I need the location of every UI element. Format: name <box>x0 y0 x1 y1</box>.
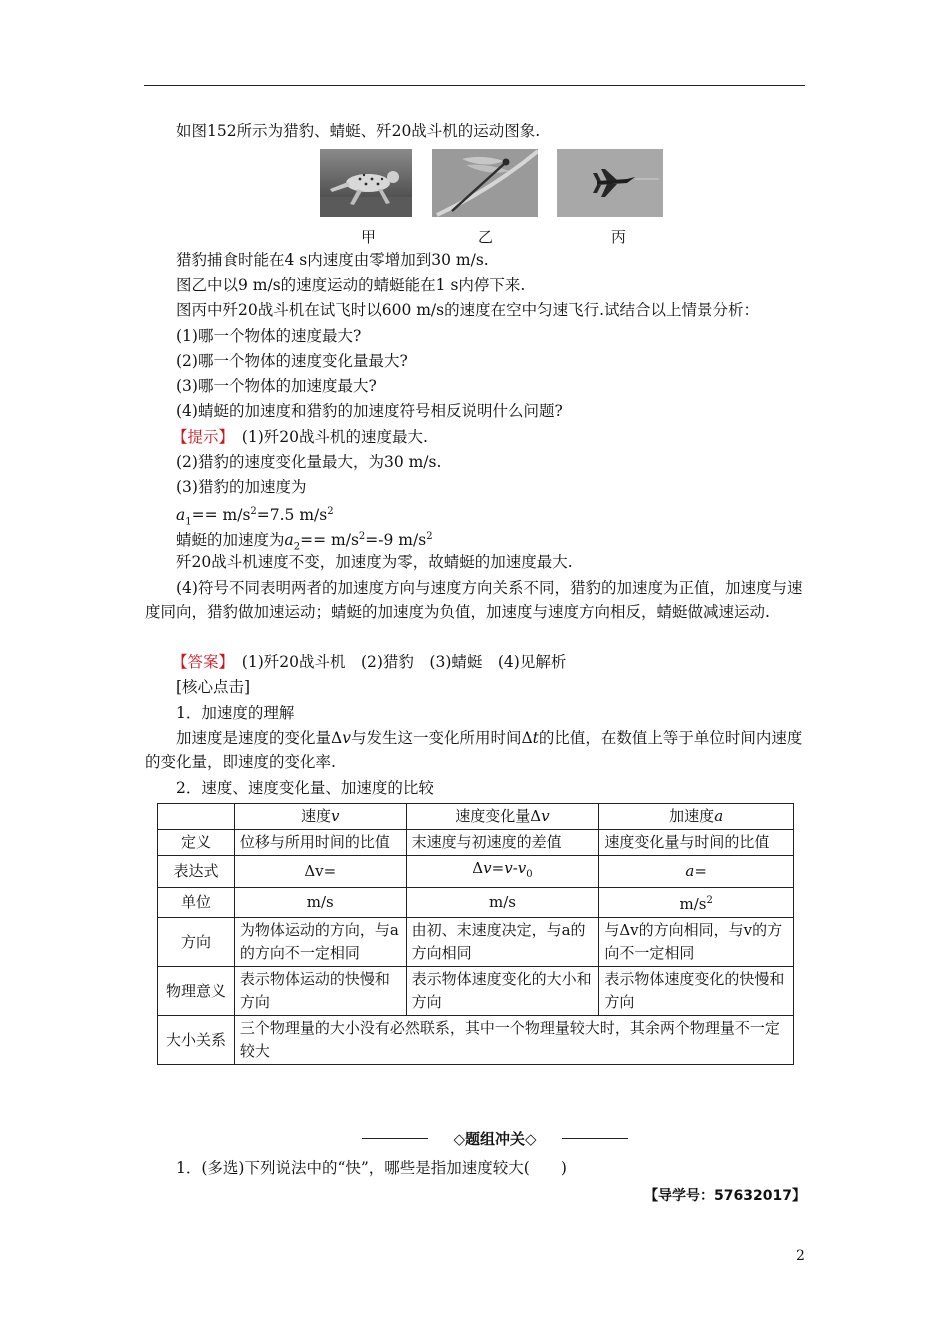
scenario-line: 图丙中歼20战斗机在试飞时以600 m/s的速度在空中匀速飞行.试结合以上情景分析： <box>176 301 760 319</box>
scenario-line: 图乙中以9 m/s的速度运动的蜻蜓能在1 s内停下来. <box>176 276 526 294</box>
table-cell: m/s <box>234 888 406 918</box>
header-rule <box>144 85 805 86</box>
formula-a2: 蜻蜓的加速度为$a_2== m/s^2=-9$ $m/s^2$ <box>176 531 433 553</box>
table-row <box>158 856 794 888</box>
hint-tag: 【提示】 <box>172 428 227 446</box>
figure-row <box>320 149 663 219</box>
core-item2-title: 2．速度、速度变化量、加速度的比较 <box>176 779 434 797</box>
row-label: 单位 <box>158 888 235 918</box>
answer-text: (1)歼20战斗机 (2)猎豹 (3)蜻蜓 (4)见解析 <box>241 653 567 671</box>
table-corner <box>158 804 235 830</box>
hint-line: (3)猎豹的加速度为 <box>176 478 307 496</box>
figure-label-b: 乙 <box>478 228 494 246</box>
section-divider <box>362 1129 628 1149</box>
table-cell: 由初、末速度决定，与a的方向相同 <box>406 918 599 967</box>
question-1: 1．(多选)下列说法中的“快”，哪些是指加速度较大( ) <box>176 1159 567 1177</box>
core-header: [核心点击] <box>176 678 251 696</box>
comparison-table <box>157 803 794 1065</box>
table-cell: 位移与所用时间的比值 <box>234 830 406 856</box>
question-line: (4)蜻蜓的加速度和猎豹的加速度符号相反说明什么问题? <box>176 402 563 420</box>
dragonfly-photo <box>432 149 538 217</box>
divider-rule <box>362 1138 428 1139</box>
table-cell: Δv= <box>234 856 406 888</box>
row-label: 表达式 <box>158 856 235 888</box>
header-acceleration: 加速度a <box>599 804 794 830</box>
table-cell: $m/s^2$ <box>599 888 794 918</box>
header-delta-velocity: 速度变化量Δv <box>406 804 599 830</box>
divider-rule <box>562 1138 628 1139</box>
table-cell: 表示物体运动的快慢和方向 <box>234 967 406 1016</box>
header-velocity: 速度v <box>234 804 406 830</box>
table-cell: 三个物理量的大小没有必然联系，其中一个物理量较大时，其余两个物理量不一定较大 <box>234 1016 793 1065</box>
core-item1-text: 加速度是速度的变化量Δv与发生这一变化所用时间Δt的比值，在数值上等于单位时间内速度的变化量，即速度的变化率. <box>145 729 803 771</box>
figure-label-c: 丙 <box>611 228 627 246</box>
page-number: 2 <box>796 1248 805 1264</box>
formula-a1: $a_1== m/s^2=7.5$ $m/s^2$ <box>176 506 334 528</box>
row-label: 定义 <box>158 830 235 856</box>
answer-tag: 【答案】 <box>172 653 227 671</box>
figure-label-a: 甲 <box>361 228 377 246</box>
table-row <box>158 830 794 856</box>
hint-line <box>172 427 428 447</box>
table-cell: 末速度与初速度的差值 <box>406 830 599 856</box>
question-line: (2)哪一个物体的速度变化量最大? <box>176 352 408 370</box>
fighter-jet-photo <box>557 149 663 217</box>
hint-text: (1)歼20战斗机的速度最大. <box>241 428 428 446</box>
table-row <box>158 804 794 830</box>
row-label: 方向 <box>158 918 235 967</box>
answer-line <box>172 652 566 672</box>
guide-number: 【导学号：57632017】 <box>644 1188 806 1204</box>
cheetah-photo <box>320 149 426 217</box>
hint-line: (2)猎豹的速度变化量最大，为30 m/s. <box>176 453 442 471</box>
table-cell: 表示物体速度变化的大小和方向 <box>406 967 599 1016</box>
table-cell: 与Δv的方向相同，与v的方向不一定相同 <box>599 918 794 967</box>
table-cell: $\Delta v=v-v_0$ <box>406 856 599 888</box>
table-row <box>158 918 794 967</box>
intro-text: 如图152所示为猎豹、蜻蜓、歼20战斗机的运动图象. <box>176 122 541 140</box>
question-line: (1)哪一个物体的速度最大? <box>176 327 362 345</box>
core-item1-title: 1．加速度的理解 <box>176 704 295 722</box>
table-row <box>158 967 794 1016</box>
question-line: (3)哪一个物体的加速度最大? <box>176 377 377 395</box>
table-cell: 为物体运动的方向，与a的方向不一定相同 <box>234 918 406 967</box>
table-row <box>158 888 794 918</box>
row-label: 大小关系 <box>158 1016 235 1065</box>
hint-paragraph: (4)符号不同表明两者的加速度方向与速度方向关系不同，猎豹的加速度为正值，加速度与速度同向，猎豹做加速运动；蜻蜓的加速度为负值，加速度与速度方向相反，蜻蜓做减速运动. <box>145 579 803 621</box>
table-row <box>158 1016 794 1065</box>
row-label: 物理意义 <box>158 967 235 1016</box>
section-title: ◇题组冲关◇ <box>453 1130 537 1148</box>
table-cell: 速度变化量与时间的比值 <box>599 830 794 856</box>
table-cell: a= <box>599 856 794 888</box>
table-cell: m/s <box>406 888 599 918</box>
table-cell: 表示物体速度变化的快慢和方向 <box>599 967 794 1016</box>
scenario-line: 猎豹捕食时能在4 s内速度由零增加到30 m/s. <box>176 251 489 269</box>
hint-conclusion: 歼20战斗机速度不变，加速度为零，故蜻蜓的加速度最大. <box>176 553 573 571</box>
